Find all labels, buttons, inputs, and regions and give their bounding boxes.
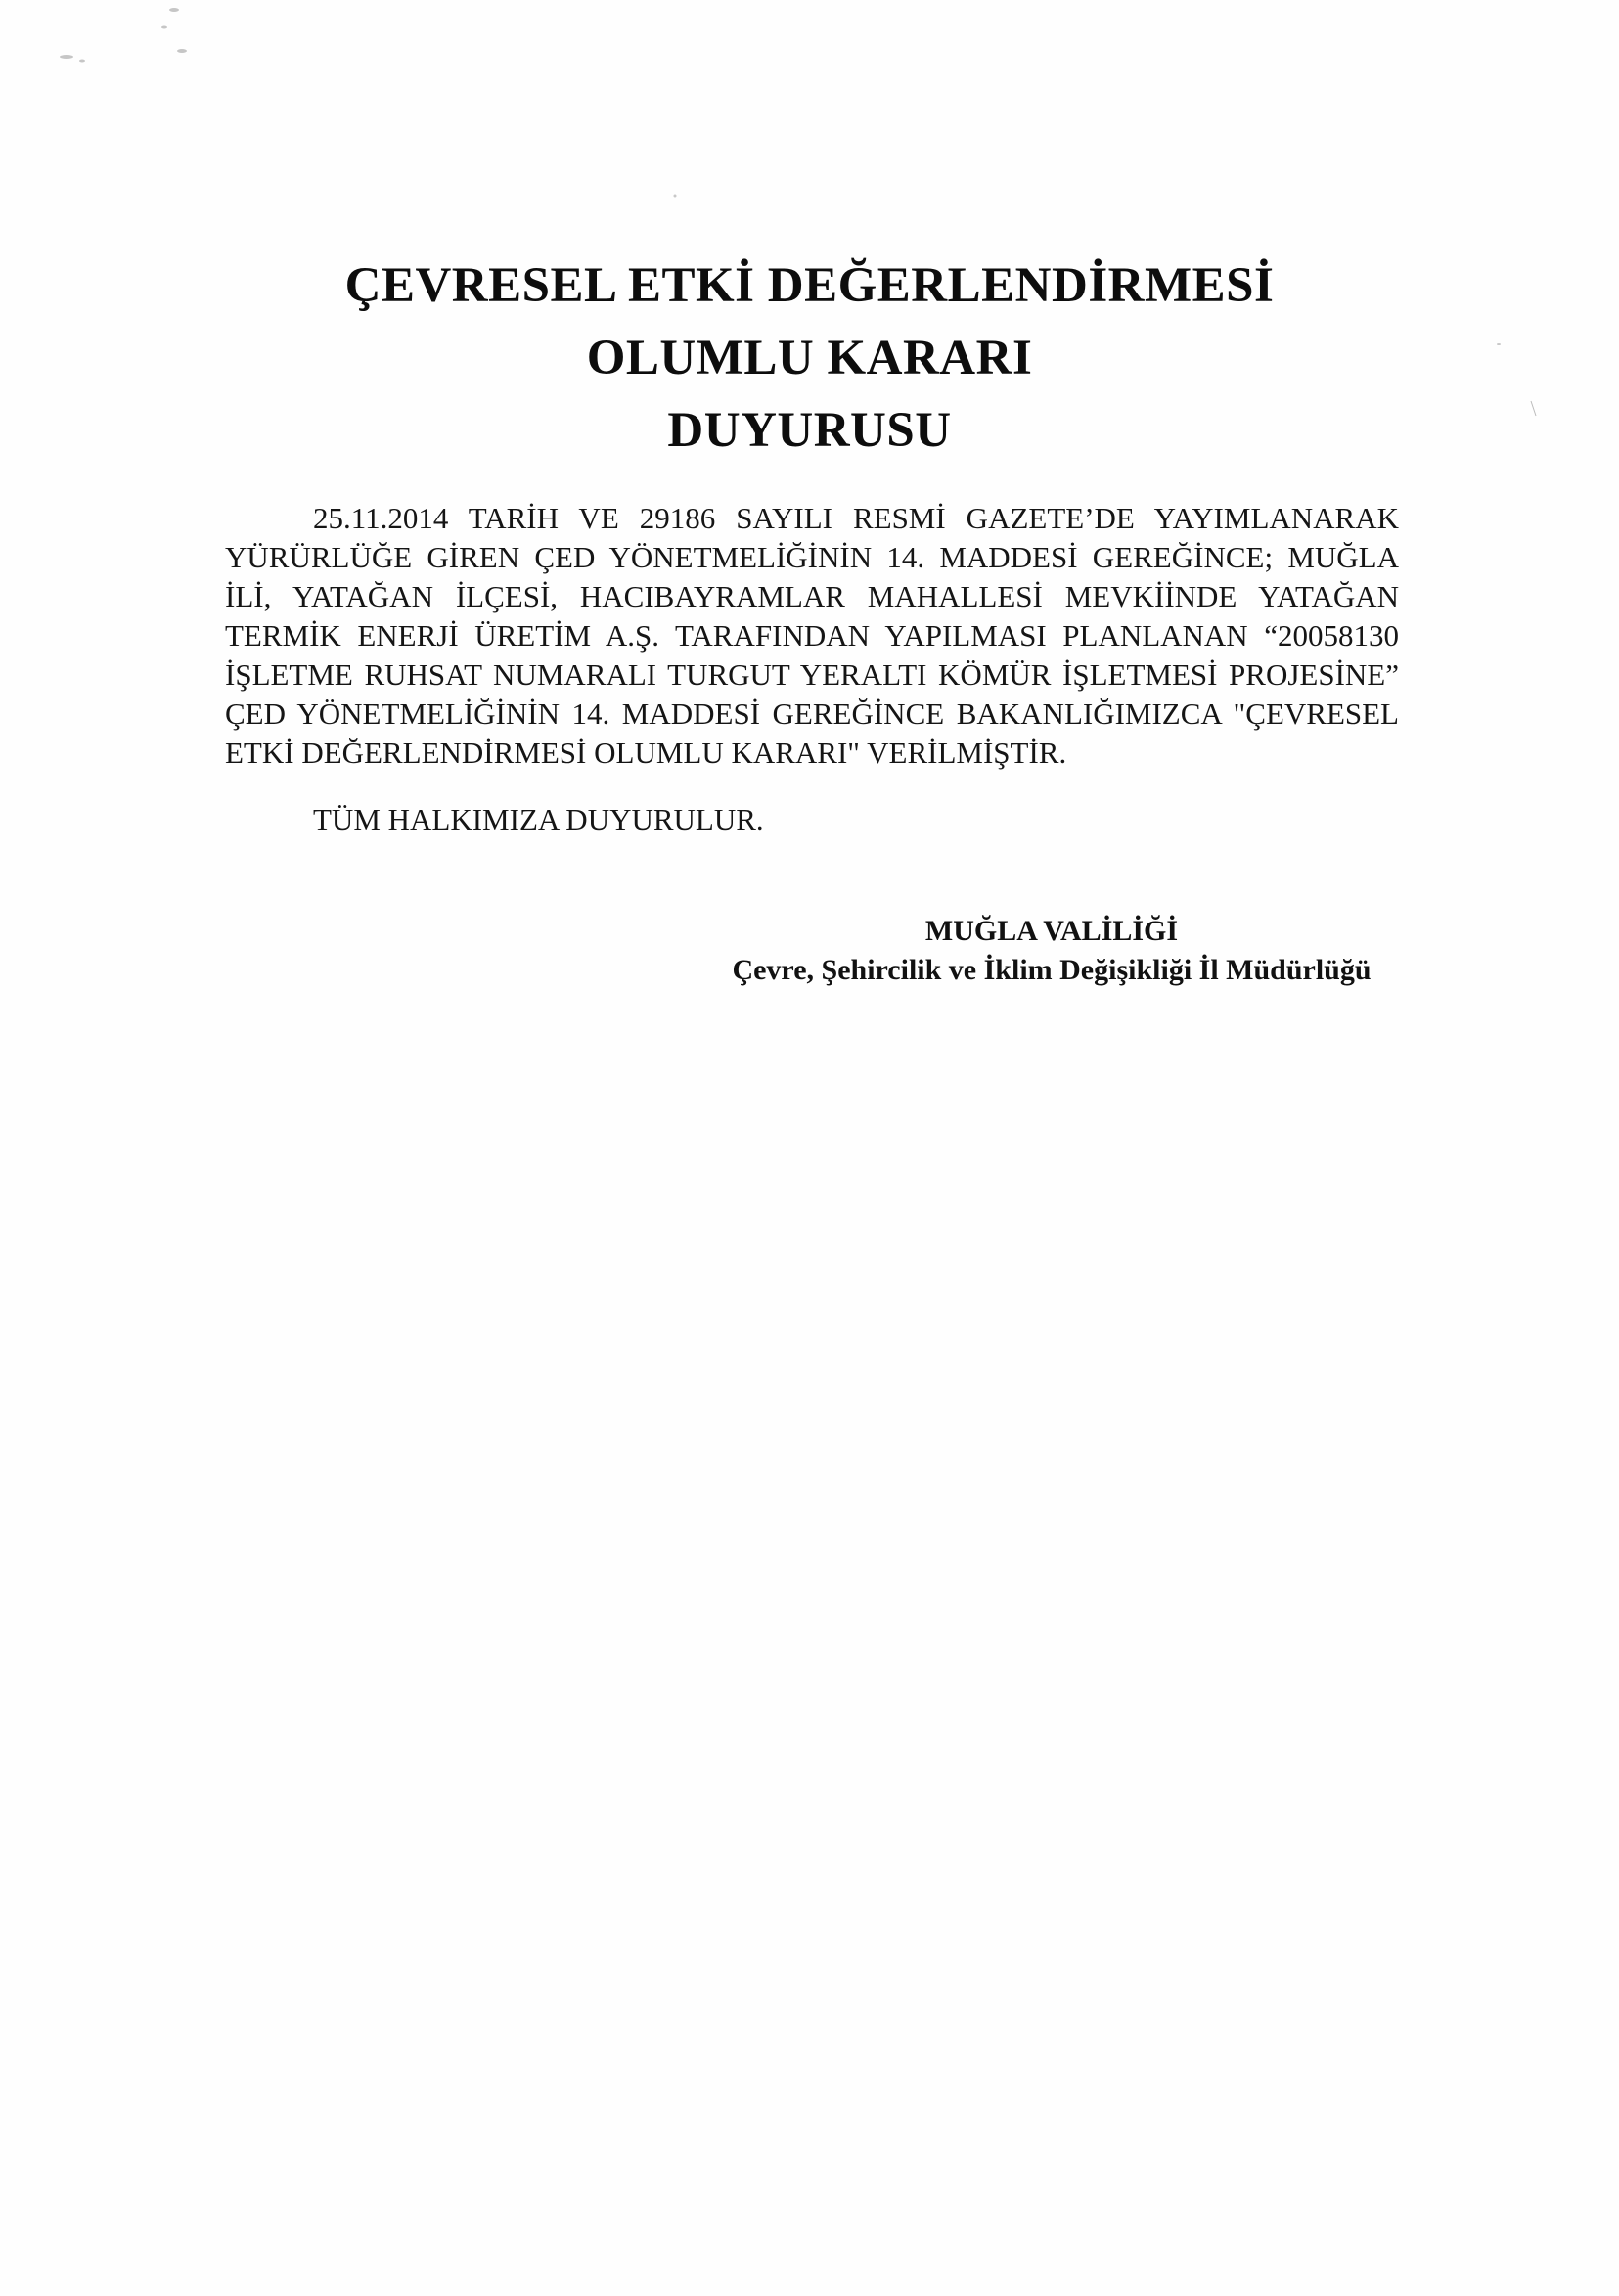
signature-unit: Çevre, Şehircilik ve İklim Değişikliği İl Müdürlüğü — [732, 954, 1372, 986]
signature-organization: MUĞLA VALİLİĞİ — [924, 915, 1179, 947]
signature-block — [704, 912, 1399, 990]
document-title — [0, 249, 1619, 467]
title-line-2: OLUMLU KARARI — [586, 331, 1033, 385]
title-line-1: ÇEVRESEL ETKİ DEĞERLENDİRMESİ — [344, 258, 1275, 313]
title-line-3: DUYURUSU — [667, 403, 952, 458]
announcement-body: 25.11.2014 TARİH VE 29186 SAYILI RESMİ GAZETE’DE YAYIMLANARAK YÜRÜRLÜĞE GİREN ÇED YÖNETMELİĞİNİN 14. MADDESİ GEREĞİNCE; MUĞLA İLİ, YATAĞAN İLÇESİ, HACIBAYRAMLAR MAHALLESİ MEVKİİNDE YATAĞAN TERMİK ENERJİ ÜRETİM A.Ş. TARAFINDAN YAPILMASI PLANLANAN “20058130 İŞLETME RUHSAT NUMARALI TURGUT YERALTI KÖMÜR İŞLETMESİ PROJESİNE” ÇED YÖNETMELİĞİNİN 14. MADDESİ GEREĞİNCE BAKANLIĞIMIZCA "ÇEVRESEL ETKİ DEĞERLENDİRMESİ OLUMLU KARARI" VERİLMİŞTİR. — [225, 501, 1399, 770]
closing-line: TÜM HALKIMIZA DUYURULUR. — [313, 802, 764, 836]
